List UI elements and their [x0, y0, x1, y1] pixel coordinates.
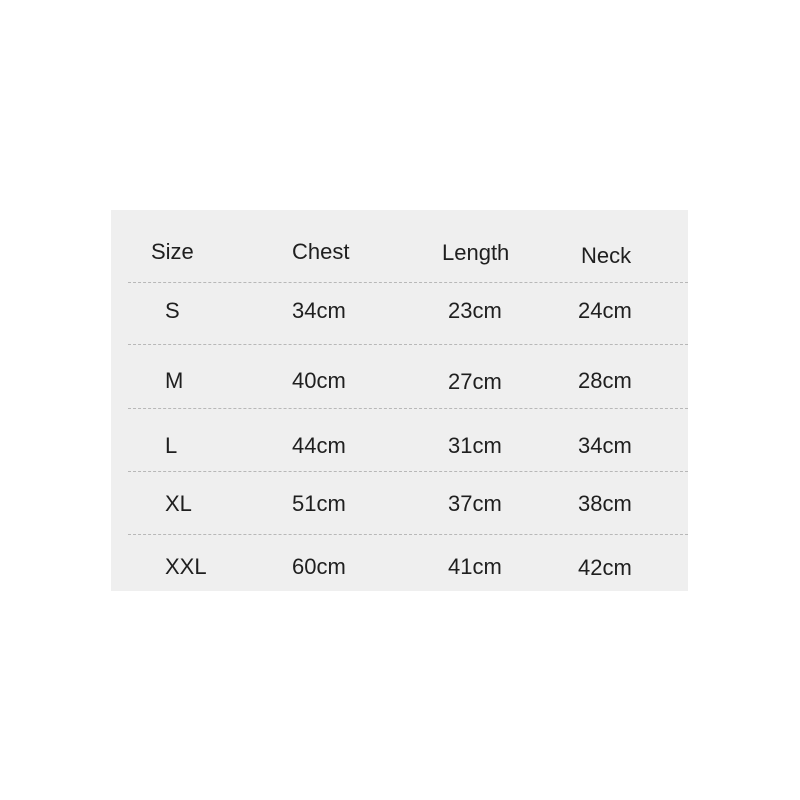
header-chest: Chest — [292, 239, 350, 264]
header-neck: Neck — [581, 243, 632, 268]
header-size: Size — [151, 239, 194, 264]
neck-cell: 24cm — [578, 298, 632, 323]
chest-cell: 34cm — [292, 298, 346, 323]
neck-cell: 42cm — [578, 555, 632, 580]
row-divider — [128, 282, 688, 283]
chest-cell: 40cm — [292, 368, 346, 393]
size-cell: M — [165, 368, 184, 393]
size-cell: S — [165, 298, 180, 323]
chest-cell: 51cm — [292, 491, 346, 516]
neck-cell: 34cm — [578, 433, 632, 458]
length-cell: 27cm — [448, 369, 502, 394]
chest-cell: 44cm — [292, 433, 346, 458]
size-cell: XXL — [165, 554, 207, 579]
row-divider — [128, 344, 688, 345]
row-divider — [128, 471, 688, 472]
length-cell: 31cm — [448, 433, 502, 458]
size-chart-table — [111, 210, 688, 591]
row-divider — [128, 534, 688, 535]
neck-cell: 28cm — [578, 368, 632, 393]
neck-cell: 38cm — [578, 491, 632, 516]
row-divider — [128, 408, 688, 409]
header-length: Length — [442, 240, 510, 265]
size-cell: XL — [165, 491, 192, 516]
length-cell: 23cm — [448, 298, 502, 323]
chest-cell: 60cm — [292, 554, 346, 579]
size-cell: L — [165, 433, 178, 458]
length-cell: 41cm — [448, 554, 502, 579]
length-cell: 37cm — [448, 491, 502, 516]
